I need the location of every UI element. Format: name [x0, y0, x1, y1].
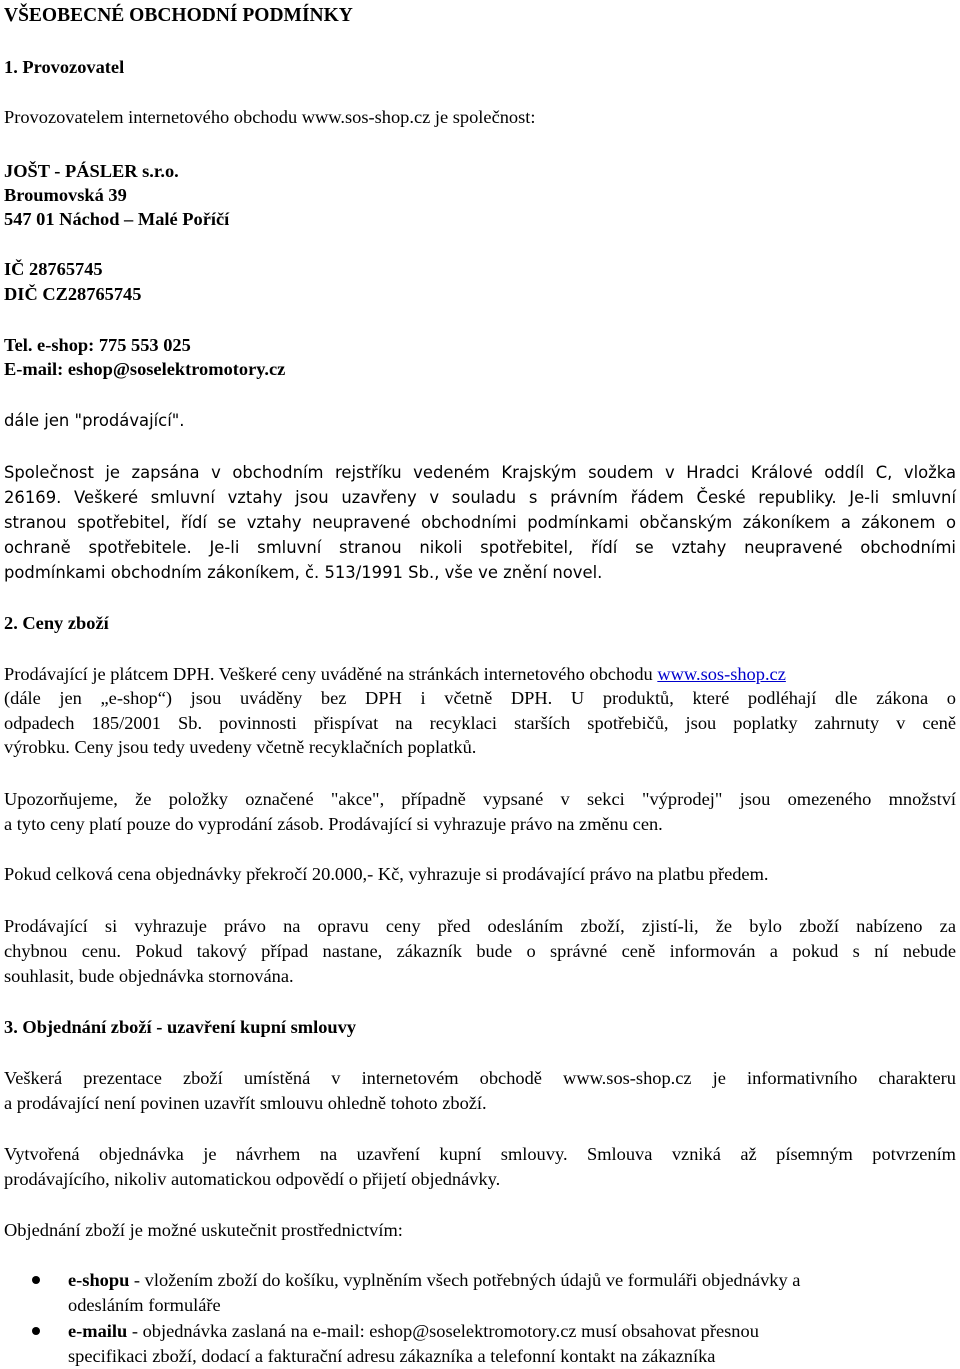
company-street: Broumovská 39	[4, 185, 127, 205]
section-heading-ceny: 2. Ceny zboží	[4, 613, 109, 633]
order-methods-intro: Objednání zboží je možné uskutečnit prostřednictvím:	[4, 1220, 403, 1240]
list-item-term: e-shopu	[68, 1270, 130, 1290]
list-item	[68, 1268, 800, 1293]
price-correction-line: souhlasit, bude objednávka stornována.	[4, 966, 294, 986]
registration-line: 26169. Veškeré smluvní vztahy jsou uzavřeny v souladu s právním řádem České republiky. Je-li smluvní	[4, 488, 956, 507]
company-email: E-mail: eshop@soselektromotory.cz	[4, 359, 286, 379]
company-phone: Tel. e-shop: 775 553 025	[4, 335, 191, 355]
company-city: 547 01 Náchod – Malé Poříčí	[4, 209, 230, 229]
company-dic: DIČ CZ28765745	[4, 284, 142, 304]
price-correction-line: chybnou cenu. Pokud takový případ nastane, zákazník bude o správné ceně informován a pokud s ní nebude	[4, 941, 956, 961]
section-heading-objednani: 3. Objednání zboží - uzavření kupní smlouvy	[4, 1017, 357, 1037]
price-correction-line: Prodávající si vyhrazuje právo na opravu ceny před odesláním zboží, zjistí-li, že bylo zboží nabízeno za	[4, 916, 956, 936]
list-item-term: e-mailu	[68, 1321, 128, 1341]
presentation-line: Veškerá prezentace zboží umístěná v internetovém obchodě www.sos-shop.cz je informativního charakteru	[4, 1068, 956, 1088]
registration-line: Společnost je zapsána v obchodním rejstříku vedeném Krajským soudem v Hradci Králové oddíl C, vložka	[4, 463, 956, 482]
list-item-continuation: specifikaci zboží, dodací a fakturační adresu zákazníka a telefonní kontakt na zákazníka	[68, 1346, 716, 1366]
section-heading-provozovatel: 1. Provozovatel	[4, 57, 125, 77]
prices-line: odpadech 185/2001 Sb. povinnosti přispívat na recyklaci starších spotřebičů, jsou poplatky zahrnuty v ceně	[4, 713, 956, 733]
promo-line: Upozorňujeme, že položky označené "akce", případně vypsané v sekci "výprodej" jsou omezeného množství	[4, 789, 956, 809]
registration-line: stranou spotřebitel, řídí se vztahy neupravené obchodními podmínkami občanským zákoníkem a zákonem o	[4, 513, 956, 532]
list-item-text: - vložením zboží do košíku, vyplněním všech potřebných údajů ve formuláři objednávky a	[129, 1270, 801, 1290]
promo-line: a tyto ceny platí pouze do vyprodání zásob. Prodávající si vyhrazuje právo na změnu cen.	[4, 814, 663, 834]
prices-line: výrobku. Ceny jsou tedy uvedeny včetně recyklačních poplatků.	[4, 737, 477, 757]
prices-line: (dále jen „e-shop“) jsou uváděny bez DPH i včetně DPH. U produktů, které podléhají dle zákona o	[4, 688, 956, 708]
presentation-line: a prodávající není povinen uzavřít smlouvu ohledně tohoto zboží.	[4, 1093, 487, 1113]
prices-text: Prodávající je plátcem DPH. Veškeré ceny uváděné na stránkách internetového obchodu	[4, 664, 658, 684]
bullet-icon	[32, 1327, 40, 1335]
company-name: JOŠT - PÁSLER s.r.o.	[4, 161, 179, 181]
operator-intro: Provozovatelem internetového obchodu www.sos-shop.cz je společnost:	[4, 107, 536, 127]
seller-definition: dále jen "prodávající".	[4, 411, 185, 430]
registration-line: podmínkami obchodním zákoníkem, č. 513/1991 Sb., vše ve znění novel.	[4, 563, 603, 582]
list-item-text: - objednávka zaslaná na e-mail: eshop@soselektromotory.cz musí obsahovat přesnou	[127, 1321, 759, 1341]
registration-line: ochraně spotřebitele. Je-li smluvní stranou nikoli spotřebitel, řídí se vztahy neupravené obchodními	[4, 538, 956, 557]
contract-line: Vytvořená objednávka je návrhem na uzavření kupní smlouvy. Smlouva vzniká až písemným potvrzením	[4, 1144, 956, 1164]
bullet-icon	[32, 1276, 40, 1284]
prices-line	[4, 662, 956, 687]
shop-link[interactable]: www.sos-shop.cz	[657, 664, 786, 684]
company-ic: IČ 28765745	[4, 259, 103, 279]
list-item	[68, 1319, 759, 1344]
list-item-continuation: odesláním formuláře	[68, 1295, 221, 1315]
contract-line: prodávajícího, nikoliv automatickou odpovědí o přijetí objednávky.	[4, 1169, 501, 1189]
prepayment-text: Pokud celková cena objednávky překročí 20.000,- Kč, vyhrazuje si prodávající právo na platbu předem.	[4, 864, 769, 884]
document-title: VŠEOBECNÉ OBCHODNÍ PODMÍNKY	[4, 5, 353, 26]
